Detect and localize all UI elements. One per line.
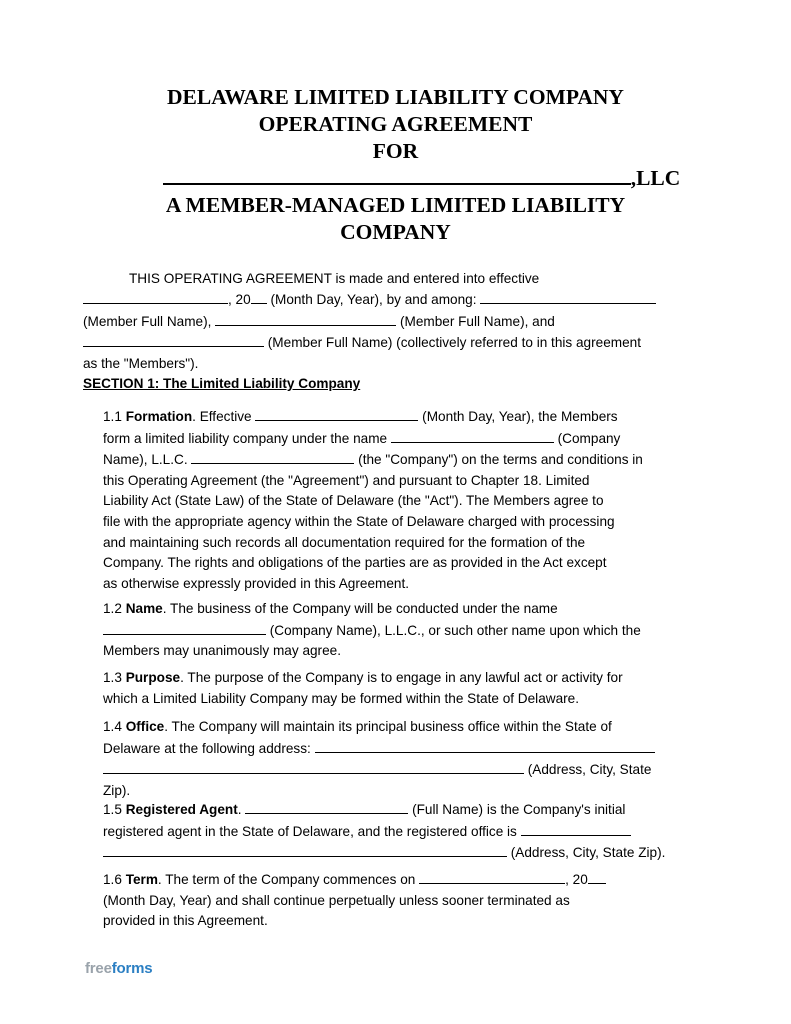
clause-number: 1.2 [103, 601, 126, 616]
clause-number: 1.4 [103, 719, 126, 734]
intro-line-3 [83, 311, 703, 332]
clause-number: 1.6 [103, 872, 126, 887]
clause-heading: Registered Agent [125, 802, 238, 817]
effective-year-blank[interactable] [251, 289, 267, 304]
intro-line-4 [83, 332, 703, 353]
clause-text: form a limited liability company under the name [103, 430, 388, 446]
member-2-blank[interactable] [215, 311, 396, 326]
clause-1-2-name [103, 599, 703, 662]
clause-1-1-line-5: Liability Act (State Law) of the State of Delaware (the "Act"). The Members agree to [103, 493, 604, 509]
clause-text: . The term of the Company commences on [157, 872, 416, 887]
clause-1-1-line-3 [103, 449, 703, 471]
clause-text: Name), L.L.C. [103, 452, 188, 468]
office-address-blank-2[interactable] [103, 759, 524, 774]
clause-1-1-line-8: Company. The rights and obligations of the parties are as provided in the Act except [103, 555, 607, 571]
clause-text: Delaware at the following address: [103, 740, 311, 756]
clause-1-2-line-1 [103, 599, 703, 620]
office-address-blank-1[interactable] [315, 738, 655, 753]
clause-number: 1.1 [103, 409, 126, 424]
intro-line-2 [83, 289, 703, 310]
company-name-blank-2[interactable] [191, 449, 354, 464]
clause-text: . The business of the Company will be conducted under the name [162, 601, 558, 616]
clause-1-5-registered-agent [103, 799, 703, 864]
intro-line-1: THIS OPERATING AGREEMENT is made and entered into effective [129, 271, 540, 286]
term-date-blank[interactable] [419, 869, 565, 884]
clause-1-1-line-9: as otherwise expressly provided in this Agreement. [103, 575, 410, 591]
clause-1-2-line-3: Members may unanimously may agree. [103, 643, 341, 659]
clause-text: . Effective [192, 409, 252, 424]
clause-1-1-formation [103, 406, 703, 594]
clause-1-5-line-1 [103, 799, 703, 821]
registered-office-blank-1[interactable] [521, 821, 631, 836]
clause-1-4-line-2 [103, 738, 703, 760]
clause-text: , 20 [565, 872, 588, 887]
clause-number: 1.5 [103, 802, 126, 817]
clause-text: . The purpose of the Company is to engage in any lawful act or activity for [180, 670, 623, 685]
intro-member-3-label: (Member Full Name) (collectively referred to in this agreement [264, 335, 641, 351]
clause-text: (Month Day, Year), the Members [418, 409, 618, 424]
clause-heading: Formation [125, 409, 193, 424]
company-name-blank-3[interactable] [103, 620, 266, 635]
clause-text: (Full Name) is the Company's initial [408, 802, 626, 817]
clause-1-6-line-3: provided in this Agreement. [103, 913, 268, 929]
clause-text: registered agent in the State of Delaware, and the registered office is [103, 823, 517, 839]
clause-1-4-line-4: Zip). [103, 782, 131, 798]
clause-1-5-line-2 [103, 821, 703, 843]
section-1-heading: SECTION 1: The Limited Liability Company [83, 376, 361, 391]
title-line-1: DELAWARE LIMITED LIABILITY COMPANY [167, 85, 624, 109]
clause-1-3-line-2: which a Limited Liability Company may be formed within the State of Delaware. [103, 690, 580, 706]
document-title [0, 84, 791, 246]
intro-member-2-label: (Member Full Name), and [396, 313, 555, 329]
clause-1-5-line-3 [103, 842, 703, 864]
intro-paragraph [83, 269, 703, 374]
clause-text: (Company [553, 430, 621, 446]
agent-name-blank[interactable] [245, 799, 408, 814]
clause-heading: Purpose [125, 670, 181, 685]
member-1-blank[interactable] [480, 289, 656, 304]
title-line-5: A MEMBER-MANAGED LIMITED LIABILITY [165, 193, 626, 217]
clause-heading: Term [125, 872, 158, 887]
clause-1-1-line-7: and maintaining such records all documentation required for the formation of the [103, 534, 586, 550]
clause-heading: Office [125, 719, 165, 734]
clause-1-1-line-6: file with the appropriate agency within the State of Delaware charged with processing [103, 513, 615, 529]
clause-text: (the "Company") on the terms and conditions in [354, 452, 643, 468]
clause-1-6-line-1 [103, 869, 703, 891]
intro-line-5: as the "Members"). [83, 355, 199, 371]
clause-1-3-line-1 [103, 668, 703, 689]
clause-text: (Address, City, State Zip). [507, 845, 666, 861]
intro-year-text: , 20 [228, 292, 251, 308]
clause-text: (Company Name), L.L.C., or such other name upon which the [266, 622, 641, 638]
clause-1-6-term [103, 869, 703, 932]
clause-1-6-line-2: (Month Day, Year) and shall continue perpetually unless sooner terminated as [103, 892, 570, 908]
company-name-blank-1[interactable] [391, 428, 554, 443]
title-line-6: COMPANY [340, 220, 451, 244]
clause-1-1-line-2 [103, 428, 703, 450]
clause-1-1-line-1 [103, 406, 703, 428]
clause-1-4-line-1 [103, 717, 703, 738]
clause-number: 1.3 [103, 670, 126, 685]
title-line-2: OPERATING AGREEMENT [258, 112, 533, 136]
title-line-company [0, 165, 791, 192]
company-name-blank[interactable] [163, 165, 631, 185]
clause-heading: Name [125, 601, 163, 616]
intro-member-1-label: (Member Full Name), [83, 313, 212, 329]
logo-free-text: free [85, 960, 112, 977]
clause-1-4-line-3 [103, 759, 703, 781]
clause-text: . [237, 802, 242, 817]
logo-forms-text: forms [111, 960, 153, 977]
effective-date-blank[interactable] [83, 289, 228, 304]
title-llc: ,LLC [630, 166, 681, 190]
clause-text: (Address, City, State [524, 762, 652, 778]
intro-among-text: (Month Day, Year), by and among: [266, 292, 477, 308]
term-year-blank[interactable] [588, 869, 606, 884]
freeforms-logo [85, 960, 152, 977]
registered-office-blank-2[interactable] [103, 842, 507, 857]
formation-date-blank[interactable] [255, 406, 418, 421]
title-line-3: FOR [372, 139, 419, 163]
clause-text: . The Company will maintain its principal business office within the State of [164, 719, 612, 734]
clause-1-1-line-4: this Operating Agreement (the "Agreement") and pursuant to Chapter 18. Limited [103, 472, 590, 488]
member-3-blank[interactable] [83, 332, 264, 347]
clause-1-2-line-2 [103, 620, 703, 642]
clause-1-4-office [103, 717, 703, 801]
clause-1-3-purpose [103, 668, 703, 709]
